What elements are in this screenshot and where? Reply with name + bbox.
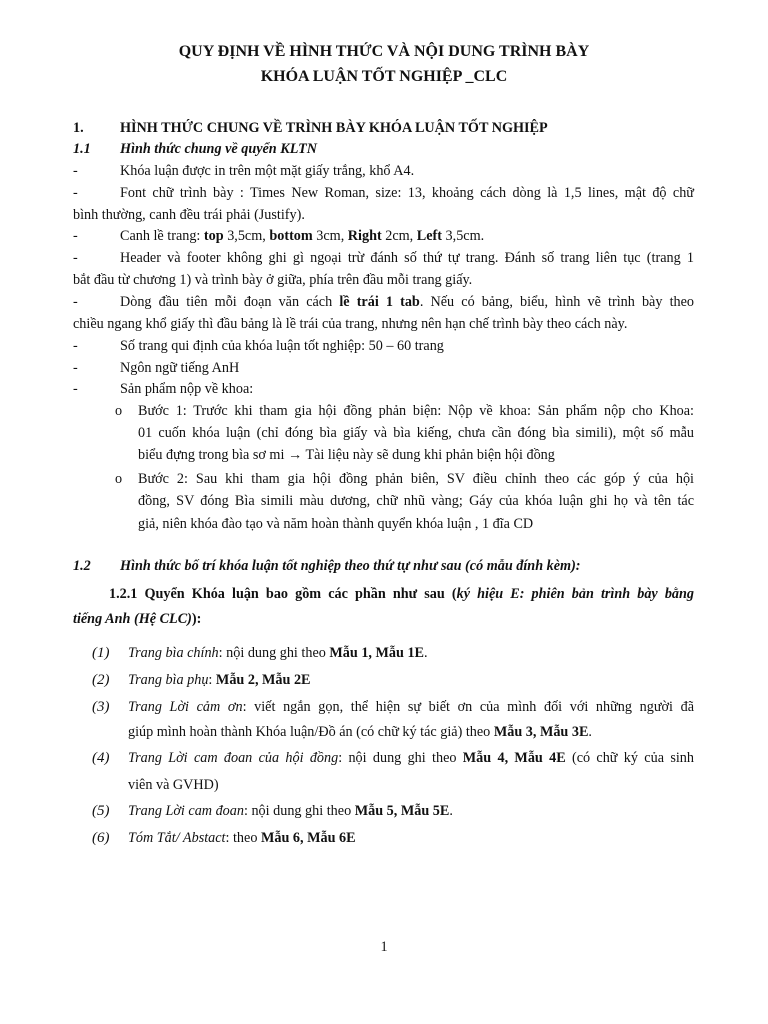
- list-item-line2: viên và GVHD): [128, 777, 219, 793]
- step2-line3: giả, niên khóa đào tạo và năm hoàn thành quyển khóa luận , 1 đĩa CD: [138, 516, 534, 532]
- font-rule-line2: bình thường, canh đều trái phải (Justify).: [73, 207, 305, 223]
- language-rule: Ngôn ngữ tiếng AnH: [120, 360, 240, 376]
- section1-number: 1.: [73, 120, 84, 136]
- step2-line1: Bước 2: Sau khi tham gia hội đồng phản biên, SV điều chỉnh theo các góp ý của hội: [138, 471, 694, 487]
- margin-rule: Canh lề trang: top 3,5cm, bottom 3cm, Right 2cm, Left 3,5cm.: [120, 228, 485, 244]
- dash-marker: -: [73, 250, 78, 266]
- page-number: 1: [380, 939, 388, 955]
- item-number: (2): [92, 672, 110, 688]
- document-title-line1: QUY ĐỊNH VỀ HÌNH THỨC VÀ NỘI DUNG TRÌNH BÀY: [178, 43, 590, 60]
- section12-number: 1.2: [73, 558, 91, 574]
- list-item: Trang bìa chính: nội dung ghi theo Mẫu 1, Mẫu 1E.: [128, 645, 428, 661]
- list-item-line2: giúp mình hoàn thành Khóa luận/Đồ án (có chữ ký tác giả) theo Mẫu 3, Mẫu 3E.: [128, 724, 592, 740]
- list-item: Trang Lời cam đoan: nội dung ghi theo Mẫu 5, Mẫu 5E.: [128, 803, 453, 819]
- circle-bullet: o: [115, 403, 123, 419]
- section12-heading: Hình thức bố trí khóa luận tốt nghiệp theo thứ tự như sau (có mẫu đính kèm):: [120, 558, 581, 574]
- dash-marker: -: [73, 381, 78, 397]
- circle-bullet: o: [115, 471, 123, 487]
- section11-heading: Hình thức chung về quyển KLTN: [120, 141, 318, 157]
- dash-marker: -: [73, 163, 78, 179]
- item-number: (4): [92, 750, 110, 766]
- step2-line2: đồng, SV đóng Bìa simili màu dương, chữ nhũ vàng; Gáy của khóa luận ghi họ và tên tác: [138, 493, 694, 509]
- item-number: (1): [92, 645, 110, 661]
- step1-line1: Bước 1: Trước khi tham gia hội đồng phản biện: Nộp về khoa: Sản phẩm nộp cho Khoa:: [138, 403, 694, 419]
- item-number: (3): [92, 699, 110, 715]
- item-number: (6): [92, 830, 110, 846]
- products-rule: Sản phẩm nộp về khoa:: [120, 381, 254, 397]
- indent-rule-line2: chiều ngang khổ giấy thì đầu bảng là lề trái của trang, nhưng nên hạn chế trình bày theo cách này.: [73, 316, 628, 332]
- item-number: (5): [92, 803, 110, 819]
- paper-rule: Khóa luận được in trên một mặt giấy trắng, khổ A4.: [120, 163, 415, 179]
- dash-marker: -: [73, 228, 78, 244]
- subsection-121-line2: tiếng Anh (Hệ CLC)):: [73, 611, 202, 627]
- section1-heading: HÌNH THỨC CHUNG VỀ TRÌNH BÀY KHÓA LUẬN TỐT NGHIỆP: [120, 120, 548, 136]
- dash-marker: -: [73, 338, 78, 354]
- dash-marker: -: [73, 360, 78, 376]
- pages-rule: Số trang qui định của khóa luận tốt nghiệp: 50 – 60 trang: [120, 338, 444, 354]
- dash-marker: -: [73, 294, 78, 310]
- list-item-line1: Trang Lời cảm ơn: viết ngắn gọn, thể hiện sự biết ơn của mình đối với những người đã: [128, 699, 694, 715]
- header-rule-line1: Header và footer không ghi gì ngoại trừ đánh số thứ tự trang. Đánh số trang liên tục (trang 1: [120, 250, 694, 266]
- header-rule-line2: bắt đầu từ chương 1) và trình bày ở giữa, phía trên đầu mỗi trang giấy.: [73, 272, 473, 288]
- step1-line2: 01 cuốn khóa luận (chỉ đóng bìa giấy và bìa kiếng, chưa cần đóng bìa simili), một số mẫu: [138, 425, 694, 441]
- subsection-121-line1: 1.2.1 Quyển Khóa luận bao gồm các phần như sau (ký hiệu E: phiên bản trình bày bằng: [109, 586, 694, 602]
- list-item: Trang bìa phụ: Mẫu 2, Mẫu 2E: [128, 672, 311, 688]
- arrow-icon: →: [287, 447, 303, 463]
- document-title-line2: KHÓA LUẬN TỐT NGHIỆP _CLC: [260, 68, 508, 85]
- font-rule-line1: Font chữ trình bày : Times New Roman, size: 13, khoảng cách dòng là 1,5 lines, mật độ chữ: [120, 185, 694, 201]
- indent-rule-line1: Dòng đầu tiên mỗi đoạn văn cách lề trái 1 tab. Nếu có bảng, biểu, hình vẽ trình bày theo: [120, 294, 694, 310]
- section11-number: 1.1: [73, 141, 91, 157]
- step1-line3: biểu đựng trong bìa sơ mi → Tài liệu này sẽ dung khi phản biện hội đồng: [138, 447, 555, 463]
- dash-marker: -: [73, 185, 78, 201]
- list-item: Tóm Tắt/ Abstact: theo Mẫu 6, Mẫu 6E: [128, 830, 356, 846]
- list-item-line1: Trang Lời cam đoan của hội đồng: nội dung ghi theo Mẫu 4, Mẫu 4E (có chữ ký của sinh: [128, 750, 694, 766]
